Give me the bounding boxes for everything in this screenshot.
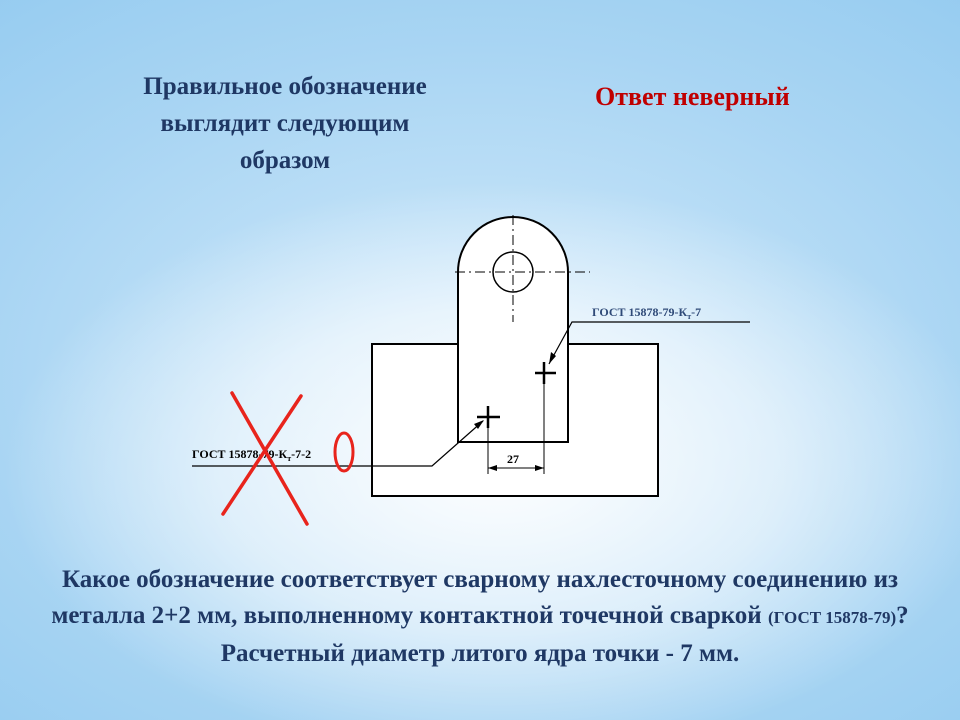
heading-line-3: образом [239,147,331,174]
correct-notation-label: ГОСТ $15878-79-К_т-7$ [592,305,702,321]
heading-line-2: выглядит следующим [160,110,410,137]
question-part-2: ? Расчетный диаметр литого ядра точки - 7 мм. [220,602,909,667]
answer-verdict: Ответ неверный [595,82,790,111]
error-highlight-ellipse [335,433,353,471]
question-text [20,562,940,672]
question-part-1: Какое обозначение соответствует сварному нахлесточному соединению из металла 2+2 мм, выполненному контактной точечной сваркой [51,566,899,629]
wrong-notation-label: ГОСТ $15878-79-К_т-7-2$ [192,447,312,463]
question-standard: (ГОСТ 15878-79) [767,608,897,627]
dimension-value: 27 [507,452,519,466]
heading-line-1: Правильное обозначение [143,73,427,100]
